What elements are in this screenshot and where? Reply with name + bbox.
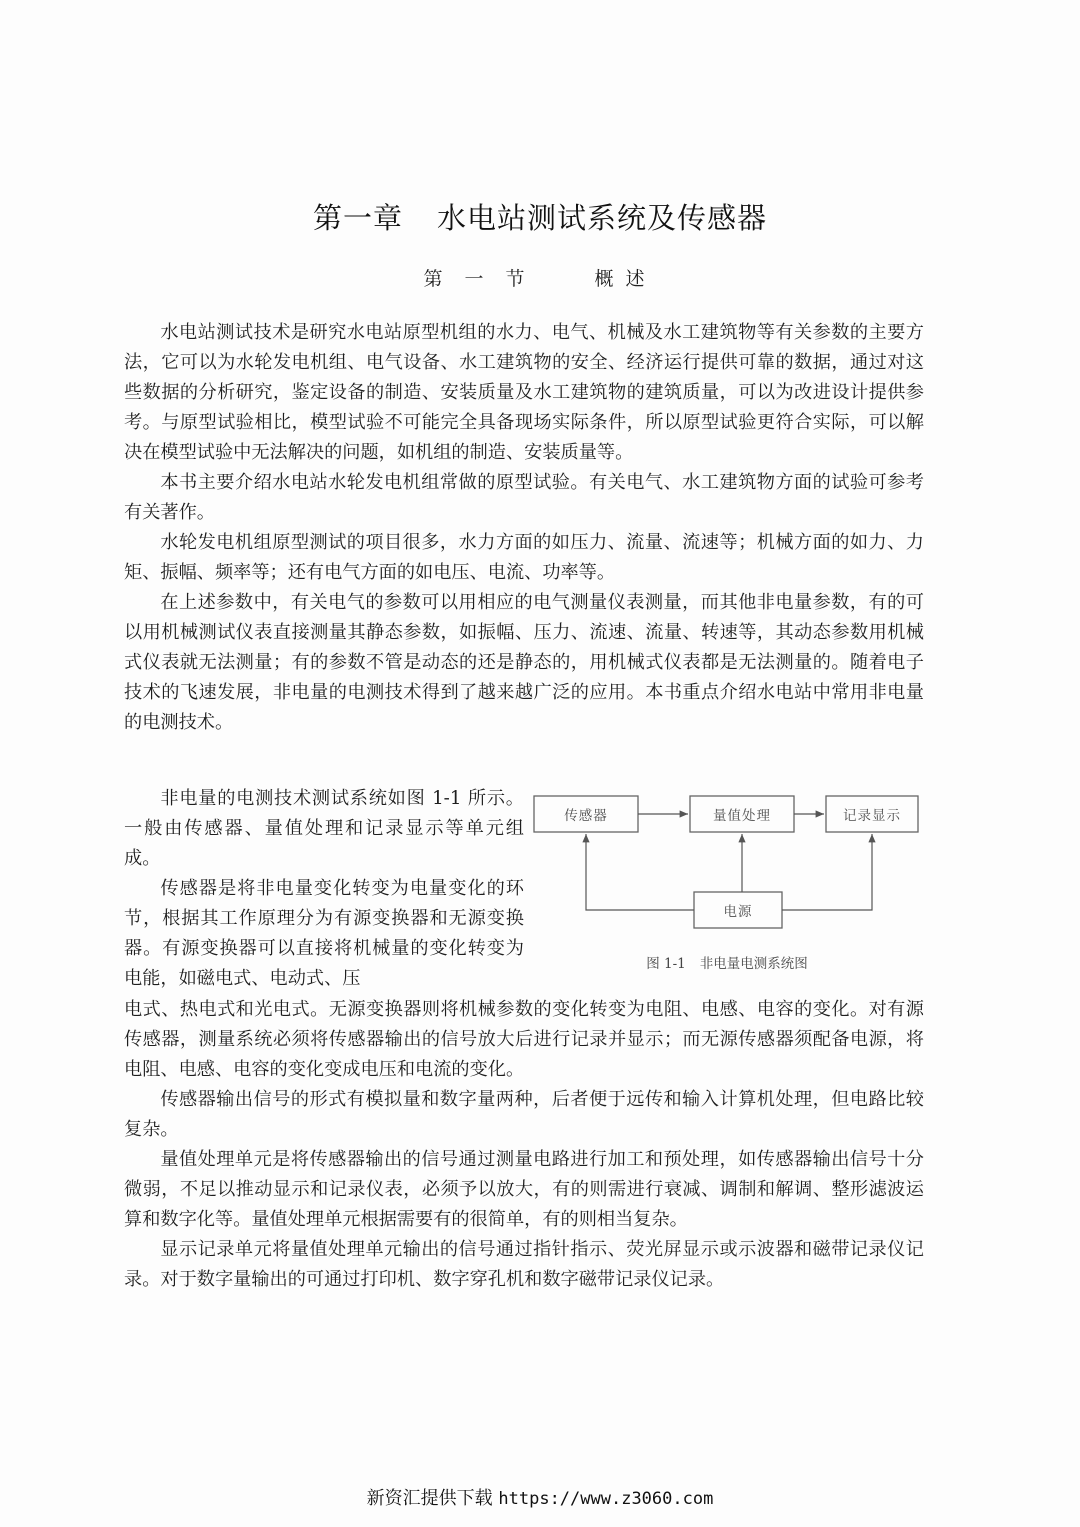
section-number: 第一节 [423,268,547,290]
chapter-name: 水电站测试系统及传感器 [437,201,768,235]
arrow-power-to-sensor [586,834,694,910]
paragraph: 水电站测试技术是研究水电站原型机组的水力、电气、机械及水工建筑物等有关参数的主要方法，它可以为水轮发电机组、电气设备、水工建筑物的安全、经济运行提供可靠的数据，通过对这些数据的分析研究，鉴定设备的制造、安装质量及水工建筑物的建筑质量，可以为改进设计提供参考。与原型试验相比，模型试验不可能完全具备现场实际条件，所以原型试验更符合实际，可以解决在模型试验中无法解决的问题，如机组的制造、安装质量等。 [124,322,924,463]
section-title [0,264,1080,291]
footer-watermark [0,1484,1080,1510]
footer-url: https://www.z3060.com [498,1489,714,1509]
figure-caption-text: 非电量电测系统图 [699,956,808,972]
chapter-title [0,196,1080,237]
chapter-number: 第一章 [312,201,403,235]
paragraph: 本书主要介绍水电站水轮发电机组常做的原型试验。有关电气、水工建筑物方面的试验可参考有关著作。 [124,472,924,523]
paragraph: 非电量的电测技术测试系统如图 1-1 所示。一般由传感器、量值处理和记录显示等单元组成。 [124,788,524,869]
paragraph-continued: 电式、热电式和光电式。无源变换器则将机械参数的变化转变为电阻、电感、电容的变化。对有源传感器，测量系统必须将传感器输出的信号放大后进行记录并显示；而无源传感器须配备电源，将电阻、电感、电容的变化变成电压和电流的变化。 [124,999,924,1080]
processing-label: 量值处理 [713,808,771,824]
paragraph: 传感器是将非电量变化转变为电量变化的环节，根据其工作原理分为有源变换器和无源变换器。有源变换器可以直接将机械量的变化转变为电能，如磁电式、电动式、压 [124,878,524,989]
paragraph: 量值处理单元是将传感器输出的信号通过测量电路进行加工和预处理，如传感器输出信号十分微弱，不足以推动显示和记录仪表，必须予以放大，有的则需进行衰减、调制和解调、整形滤波运算和数字化等。量值处理单元根据需要有的很简单，有的则相当复杂。 [124,1149,924,1230]
power-label: 电源 [723,904,753,920]
body-text-top [124,318,924,738]
figure-caption-number: 图 1-1 [646,956,686,972]
figure-1-1 [530,784,924,984]
body-text-beside-figure [124,784,524,994]
sensor-label: 传感器 [564,808,608,824]
display-label: 记录显示 [843,808,901,824]
paragraph: 传感器输出信号的形式有模拟量和数字量两种，后者便于远传和输入计算机处理，但电路比较复杂。 [124,1089,924,1140]
paragraph: 显示记录单元将量值处理单元输出的信号通过指针指示、荧光屏显示或示波器和磁带记录仪记录。对于数字量输出的可通过打印机、数字穿孔机和数字磁带记录仪记录。 [124,1239,924,1290]
figure-caption [530,952,924,972]
body-text-bottom [124,995,924,1295]
footer-text: 新资汇提供下载 [366,1488,493,1509]
arrow-power-to-display [782,834,872,910]
paragraph: 水轮发电机组原型测试的项目很多，水力方面的如压力、流量、流速等；机械方面的如力、力矩、振幅、频率等；还有电气方面的如电压、电流、功率等。 [124,532,924,583]
paragraph: 在上述参数中，有关电气的参数可以用相应的电气测量仪表测量，而其他非电量参数，有的可以用机械测试仪表直接测量其静态参数，如振幅、压力、流速、流量、转速等，其动态参数用机械式仪表就无法测量；有的参数不管是动态的还是静态的，用机械式仪表都是无法测量的。随着电子技术的飞速发展，非电量的电测技术得到了越来越广泛的应用。本书重点介绍水电站中常用非电量的电测技术。 [124,592,924,733]
section-name: 概述 [594,268,657,290]
